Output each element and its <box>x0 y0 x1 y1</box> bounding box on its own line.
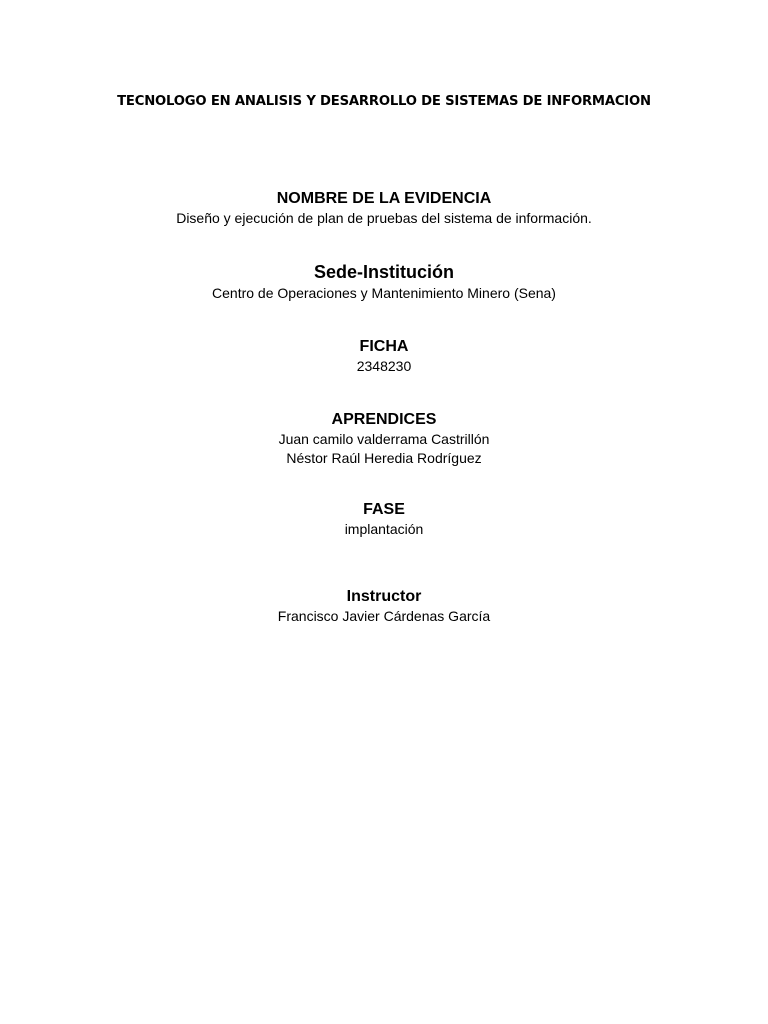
instructor-name: Francisco Javier Cárdenas García <box>277 608 491 624</box>
phase-value: implantación <box>344 521 424 537</box>
apprentice-name: Néstor Raúl Heredia Rodríguez <box>286 450 482 466</box>
ficha-heading: FICHA <box>359 338 409 355</box>
evidence-heading: NOMBRE DE LA EVIDENCIA <box>276 190 492 207</box>
apprentices-heading: APRENDICES <box>331 411 437 428</box>
institution-name: Centro de Operaciones y Mantenimiento Minero (Sena) <box>212 285 556 301</box>
instructor-section <box>0 587 768 626</box>
ficha-section <box>0 337 768 376</box>
instructor-heading: Instructor <box>346 588 422 605</box>
program-title: TECNOLOGO EN ANALISIS Y DESARROLLO DE SISTEMAS DE INFORMACION <box>117 94 651 109</box>
apprentice-name: Juan camilo valderrama Castrillón <box>278 431 490 447</box>
evidence-section <box>0 189 768 228</box>
ficha-number: 2348230 <box>356 358 412 374</box>
phase-heading: FASE <box>363 501 405 518</box>
apprentices-section <box>0 410 768 468</box>
evidence-name: Diseño y ejecución de plan de pruebas del sistema de información. <box>176 210 592 226</box>
phase-section <box>0 500 768 539</box>
institution-heading: Sede-Institución <box>313 262 454 282</box>
institution-section <box>0 261 768 303</box>
